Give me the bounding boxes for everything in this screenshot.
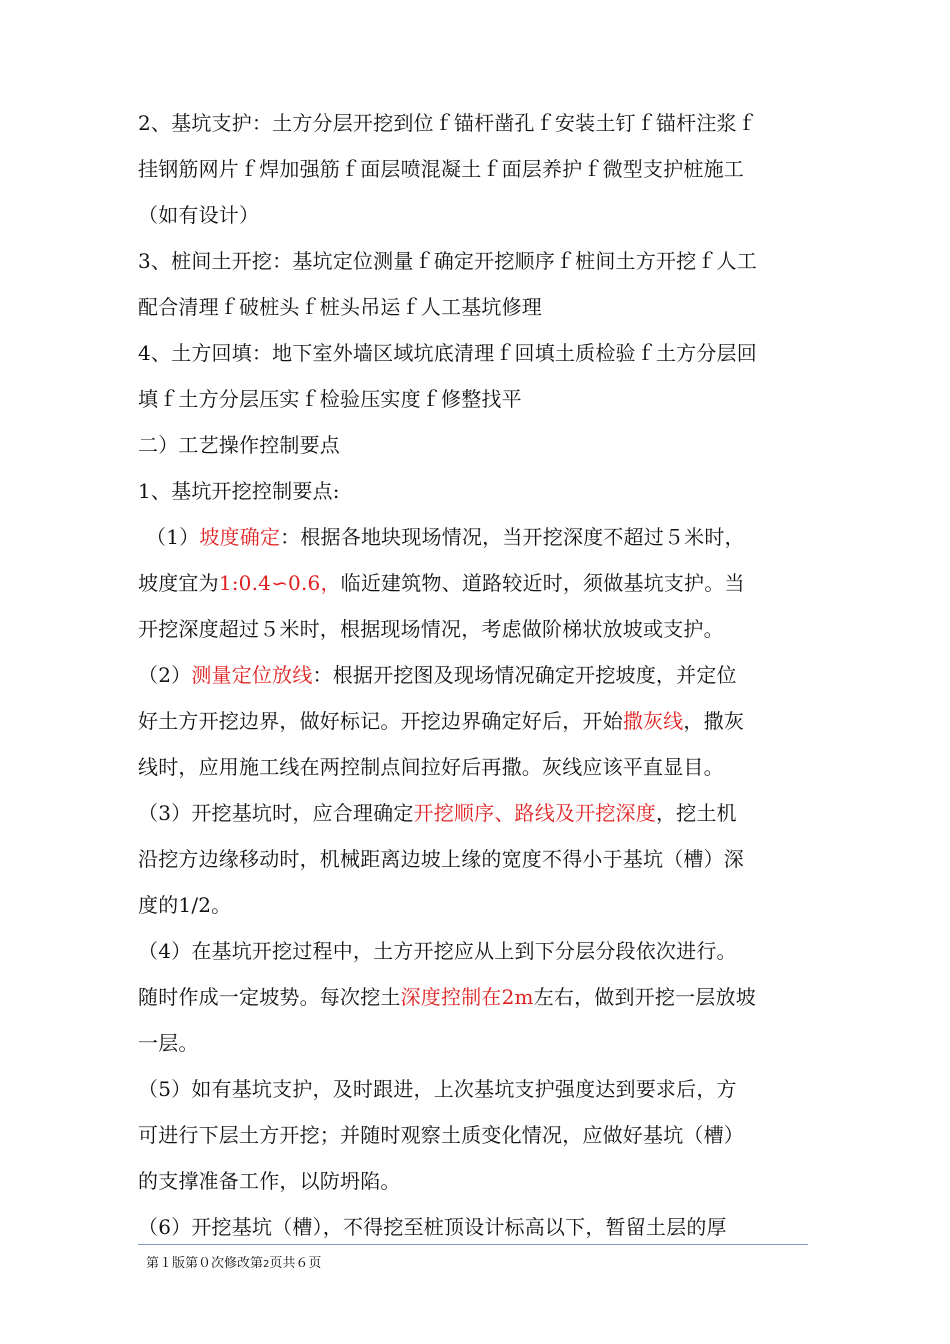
text-line	[138, 376, 818, 422]
text-line	[138, 652, 818, 698]
body-text: （6）开挖基坑（槽），不得挖至桩顶设计标高以下，暂留土层的厚	[138, 1215, 727, 1239]
body-text: 线时，应用施工线在两控制点间拉好后再撒。灰线应该平直显目。	[138, 755, 724, 779]
text-line	[138, 284, 818, 330]
body-text: 二）工艺操作控制要点	[138, 433, 340, 457]
body-text: （2）	[138, 663, 192, 687]
body-text: 的支撑准备工作，以防坍陷。	[138, 1169, 401, 1193]
body-text: 度的1/2。	[138, 893, 232, 917]
highlighted-text: 撒灰线	[622, 709, 684, 733]
body-text: 一层。	[138, 1031, 199, 1055]
body-text: 随时作成一定坡势。每次挖土	[138, 985, 401, 1009]
body-text: 4、土方回填：地下室外墙区域坑底清理ｆ回填土质检验ｆ土方分层回	[138, 341, 757, 365]
highlighted-text: 开挖顺序、路线及开挖深度	[413, 801, 656, 825]
text-line	[138, 882, 818, 928]
footer-divider	[138, 1244, 808, 1245]
text-line	[138, 560, 818, 606]
text-line	[138, 514, 818, 560]
text-line	[138, 606, 818, 652]
text-line	[138, 1020, 818, 1066]
body-text: 填ｆ土方分层压实ｆ检验压实度ｆ修整找平	[138, 387, 522, 411]
body-text: 配合清理ｆ破桩头ｆ桩头吊运ｆ人工基坑修理	[138, 295, 542, 319]
text-line	[138, 744, 818, 790]
text-line	[138, 974, 818, 1020]
text-line	[138, 238, 818, 284]
body-text: 2、基坑支护：土方分层开挖到位ｆ锚杆凿孔ｆ安装土钉ｆ锚杆注浆ｆ	[138, 111, 757, 135]
highlighted-text: 坡度确定	[199, 525, 281, 549]
body-text: 3、桩间土开挖：基坑定位测量ｆ确定开挖顺序ｆ桩间土方开挖ｆ人工	[138, 249, 757, 273]
text-line	[138, 146, 818, 192]
body-text: 1、基坑开挖控制要点:	[138, 479, 340, 503]
text-line	[138, 790, 818, 836]
text-line	[138, 422, 818, 468]
body-text: 挂钢筋网片ｆ焊加强筋ｆ面层喷混凝土ｆ面层养护ｆ微型支护桩施工	[138, 157, 744, 181]
text-line	[138, 1158, 818, 1204]
text-line	[138, 928, 818, 974]
text-line	[138, 836, 818, 882]
body-text: 坡度宜为	[138, 571, 219, 595]
text-line	[138, 192, 818, 238]
body-text: ，挖土机	[655, 801, 737, 825]
highlighted-text: 深度控制在2m	[400, 985, 534, 1009]
text-line	[138, 100, 818, 146]
body-text: （3）开挖基坑时，应合理确定	[138, 801, 414, 825]
body-text: （4）在基坑开挖过程中，土方开挖应从上到下分层分段依次进行。	[138, 939, 737, 963]
footer-page-number: 2	[263, 1259, 270, 1270]
page-footer	[146, 1252, 321, 1271]
body-text: （如有设计）	[138, 203, 260, 227]
body-text: ：根据各地块现场情况，当开挖深度不超过５米时，	[280, 525, 745, 549]
highlighted-text: 测量定位放线	[191, 663, 313, 687]
text-line	[138, 698, 818, 744]
highlighted-text: 1:0.4∽0.6，	[218, 571, 341, 595]
document-body	[138, 100, 818, 1250]
body-text: 左右，做到开挖一层放坡	[533, 985, 756, 1009]
footer-text-prefix: 第１版第０次修改第	[146, 1256, 264, 1271]
body-text: 沿挖方边缘移动时，机械距离边坡上缘的宽度不得小于基坑（槽）深	[138, 847, 744, 871]
body-text: 开挖深度超过５米时，根据现场情况，考虑做阶梯状放坡或支护。	[138, 617, 724, 641]
text-line	[138, 1066, 818, 1112]
body-text: （1）	[146, 525, 200, 549]
body-text: 可进行下层土方开挖；并随时观察土质变化情况，应做好基坑（槽）	[138, 1123, 744, 1147]
text-line	[138, 468, 818, 514]
footer-text-suffix: 页共６页	[269, 1256, 322, 1271]
text-line	[138, 330, 818, 376]
body-text: （5）如有基坑支护，及时跟进，上次基坑支护强度达到要求后，方	[138, 1077, 737, 1101]
body-text: 临近建筑物、道路较近时，须做基坑支护。当	[340, 571, 745, 595]
text-line	[138, 1112, 818, 1158]
body-text: ，撒灰	[683, 709, 745, 733]
body-text: ：根据开挖图及现场情况确定开挖坡度，并定位	[312, 663, 737, 687]
body-text: 好土方开挖边界，做好标记。开挖边界确定好后，开始	[138, 709, 623, 733]
